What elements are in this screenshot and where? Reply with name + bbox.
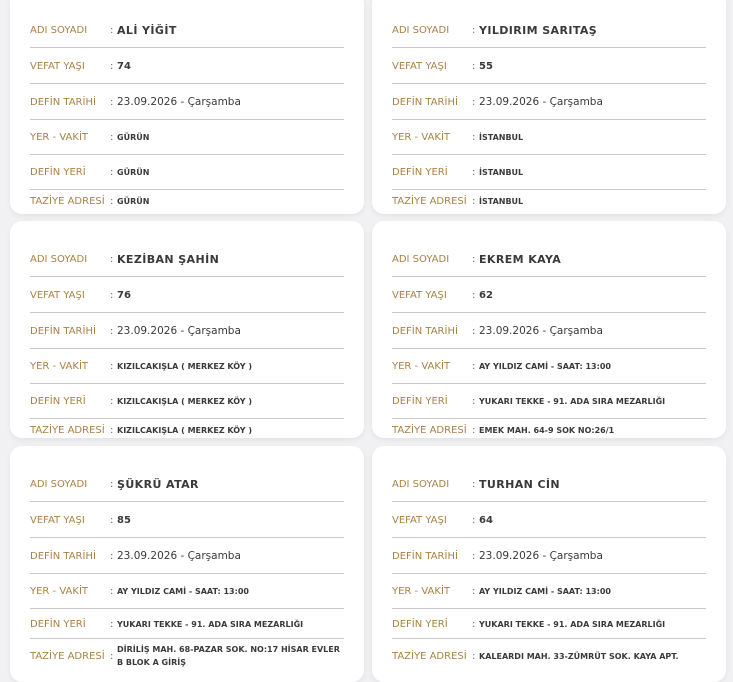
field-value: 85	[117, 514, 131, 526]
field-value: EKREM KAYA	[479, 252, 562, 266]
field-label: VEFAT YAŞI	[392, 514, 447, 526]
name-row	[30, 12, 344, 48]
field-label: ADI SOYADI	[30, 478, 88, 490]
field-value: KALEARDI MAH. 33-ZÜMRÜT SOK. KAYA APT.	[479, 651, 679, 661]
field-colon: :	[110, 550, 114, 562]
field-value: 23.09.2026 - Çarşamba	[117, 96, 241, 108]
field-value: AY YILDIZ CAMİ - SAAT: 13:00	[479, 587, 611, 596]
field-colon: :	[110, 361, 114, 372]
field-value: KIZILCAKIŞLA ( MERKEZ KÖY )	[117, 397, 252, 406]
field-value: KEZİBAN ŞAHİN	[117, 252, 220, 266]
field-colon: :	[472, 514, 476, 526]
field-colon: :	[472, 167, 476, 178]
field-colon: :	[472, 550, 476, 562]
condolence-address-row	[392, 190, 706, 212]
field-colon: :	[472, 24, 476, 36]
field-label: ADI SOYADI	[392, 253, 450, 265]
place-time-row	[392, 120, 706, 155]
field-colon: :	[110, 289, 114, 301]
field-value: GÜRÜN	[117, 168, 150, 177]
field-colon: :	[110, 253, 114, 265]
field-label: ADI SOYADI	[30, 24, 88, 36]
field-colon: :	[110, 96, 114, 108]
field-label: YER - VAKİT	[392, 132, 450, 143]
field-colon: :	[110, 396, 114, 407]
condolence-address-row	[30, 639, 344, 673]
field-value: ALİ YİĞİT	[117, 23, 177, 37]
obituary-card	[10, 0, 364, 214]
burial-place-row	[392, 384, 706, 419]
field-colon: :	[110, 586, 114, 597]
field-colon: :	[472, 424, 476, 436]
burial-place-row	[30, 155, 344, 190]
field-value: YUKARI TEKKE - 91. ADA SIRA MEZARLIĞI	[479, 619, 666, 629]
field-label: ADI SOYADI	[392, 24, 450, 36]
place-time-row	[30, 349, 344, 384]
field-value: 23.09.2026 - Çarşamba	[117, 325, 241, 337]
field-colon: :	[110, 60, 114, 72]
place-time-row	[30, 574, 344, 609]
field-label: DEFİN YERİ	[30, 167, 86, 178]
field-colon: :	[110, 424, 114, 436]
field-label: DEFİN TARİHİ	[392, 325, 458, 337]
field-value: EMEK MAH. 64-9 SOK NO:26/1	[479, 425, 615, 435]
field-label: DEFİN YERİ	[30, 618, 86, 630]
field-label: TAZİYE ADRESİ	[30, 650, 105, 662]
place-time-row	[392, 349, 706, 384]
burial-place-row	[392, 609, 706, 639]
field-colon: :	[472, 325, 476, 337]
field-colon: :	[472, 132, 476, 143]
field-colon: :	[110, 325, 114, 337]
field-colon: :	[472, 618, 476, 630]
field-value: 55	[479, 60, 493, 72]
field-value: YUKARI TEKKE - 91. ADA SIRA MEZARLIĞI	[479, 397, 666, 406]
field-label: YER - VAKİT	[392, 586, 450, 597]
field-colon: :	[110, 478, 114, 490]
field-value: 62	[479, 289, 493, 301]
field-label: TAZİYE ADRESİ	[392, 195, 467, 207]
field-colon: :	[110, 618, 114, 630]
field-value: 64	[479, 514, 493, 526]
burial-date-row	[30, 538, 344, 574]
field-colon: :	[110, 195, 114, 207]
age-row	[392, 502, 706, 538]
burial-date-row	[30, 313, 344, 349]
field-value: KIZILCAKIŞLA ( MERKEZ KÖY )	[117, 362, 252, 371]
obituary-card	[372, 0, 726, 214]
obituary-card	[372, 221, 726, 438]
field-label: DEFİN TARİHİ	[30, 96, 96, 108]
burial-place-row	[30, 609, 344, 639]
field-value: 76	[117, 289, 131, 301]
obituary-card	[10, 221, 364, 438]
field-value: 23.09.2026 - Çarşamba	[479, 550, 603, 562]
burial-place-row	[30, 384, 344, 419]
field-label: DEFİN TARİHİ	[392, 96, 458, 108]
field-colon: :	[472, 195, 476, 207]
field-label: TAZİYE ADRESİ	[30, 195, 105, 207]
field-value: 23.09.2026 - Çarşamba	[117, 550, 241, 562]
field-label: DEFİN YERİ	[392, 396, 448, 407]
burial-date-row	[392, 84, 706, 120]
age-row	[30, 48, 344, 84]
field-colon: :	[110, 24, 114, 36]
burial-place-row	[392, 155, 706, 190]
field-label: DEFİN YERİ	[392, 618, 448, 630]
age-row	[392, 277, 706, 313]
field-colon: :	[472, 96, 476, 108]
name-row	[392, 466, 706, 502]
condolence-address-row	[392, 639, 706, 673]
field-colon: :	[472, 289, 476, 301]
field-colon: :	[472, 361, 476, 372]
field-colon: :	[110, 514, 114, 526]
field-label: DEFİN YERİ	[30, 396, 86, 407]
field-value: İSTANBUL	[479, 168, 524, 177]
condolence-address-row	[30, 419, 344, 441]
field-label: VEFAT YAŞI	[30, 60, 85, 72]
obituary-card	[372, 446, 726, 682]
field-value: DİRİLİŞ MAH. 68-PAZAR SOK. NO:17 HİSAR EVLER B BLOK A GİRİŞ	[117, 645, 340, 667]
name-row	[30, 466, 344, 502]
field-colon: :	[472, 478, 476, 490]
field-label: YER - VAKİT	[30, 361, 88, 372]
field-label: DEFİN YERİ	[392, 167, 448, 178]
field-value: ŞÜKRÜ ATAR	[117, 477, 199, 491]
field-label: ADI SOYADI	[392, 478, 450, 490]
field-label: VEFAT YAŞI	[392, 60, 447, 72]
field-value: YILDIRIM SARITAŞ	[479, 23, 598, 37]
field-value: AY YILDIZ CAMİ - SAAT: 13:00	[479, 362, 611, 371]
field-value: 23.09.2026 - Çarşamba	[479, 96, 603, 108]
burial-date-row	[392, 313, 706, 349]
field-label: DEFİN TARİHİ	[30, 550, 96, 562]
field-label: YER - VAKİT	[30, 586, 88, 597]
field-label: TAZİYE ADRESİ	[392, 650, 467, 662]
age-row	[30, 502, 344, 538]
field-value: İSTANBUL	[479, 196, 524, 206]
field-label: VEFAT YAŞI	[30, 514, 85, 526]
field-value: KIZILCAKIŞLA ( MERKEZ KÖY )	[117, 425, 252, 435]
field-value: İSTANBUL	[479, 133, 524, 142]
field-value: GÜRÜN	[117, 196, 150, 206]
field-colon: :	[110, 132, 114, 143]
field-value: TURHAN CİN	[479, 477, 561, 491]
field-value: GÜRÜN	[117, 133, 150, 142]
age-row	[30, 277, 344, 313]
field-colon: :	[472, 60, 476, 72]
name-row	[392, 241, 706, 277]
field-label: DEFİN TARİHİ	[30, 325, 96, 337]
field-label: TAZİYE ADRESİ	[30, 424, 105, 436]
field-value: YUKARI TEKKE - 91. ADA SIRA MEZARLIĞI	[117, 619, 304, 629]
burial-date-row	[30, 84, 344, 120]
field-label: VEFAT YAŞI	[392, 289, 447, 301]
place-time-row	[392, 574, 706, 609]
field-value: 23.09.2026 - Çarşamba	[479, 325, 603, 337]
field-colon: :	[110, 650, 114, 662]
field-label: VEFAT YAŞI	[30, 289, 85, 301]
field-label: YER - VAKİT	[392, 361, 450, 372]
burial-date-row	[392, 538, 706, 574]
field-label: DEFİN TARİHİ	[392, 550, 458, 562]
name-row	[30, 241, 344, 277]
field-value: 74	[117, 60, 131, 72]
field-colon: :	[472, 586, 476, 597]
field-colon: :	[472, 253, 476, 265]
place-time-row	[30, 120, 344, 155]
age-row	[392, 48, 706, 84]
field-label: YER - VAKİT	[30, 132, 88, 143]
name-row	[392, 12, 706, 48]
field-label: ADI SOYADI	[30, 253, 88, 265]
obituary-card	[10, 446, 364, 682]
condolence-address-row	[392, 419, 706, 441]
field-colon: :	[110, 167, 114, 178]
condolence-address-row	[30, 190, 344, 212]
field-colon: :	[472, 650, 476, 662]
field-label: TAZİYE ADRESİ	[392, 424, 467, 436]
field-value: AY YILDIZ CAMİ - SAAT: 13:00	[117, 587, 249, 596]
field-colon: :	[472, 396, 476, 407]
